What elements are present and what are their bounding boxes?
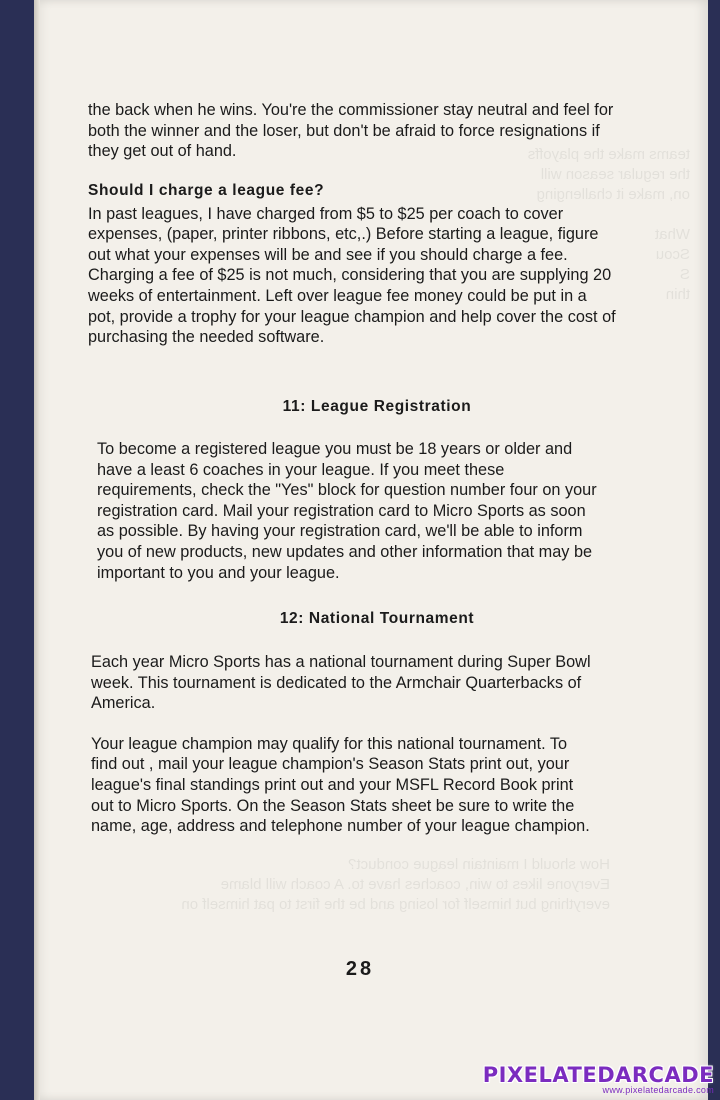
section-12-body-2: Your league champion may qualify for this national tournament. To find out , mail your league champion's Season Stats print out, your league's final standings print out and your MSFL Record Book print out to Micro Sports. On the Season Stats sheet be sure to write the name, age, address and telephone number of your league champion. — [91, 734, 590, 836]
page-spine — [34, 0, 40, 1100]
fee-body: In past leagues, I have charged from $5 to $25 per coach to cover expenses, (paper, printer ribbons, etc,.) Before starting a league, figure out what your expenses will be and see if you should charge a fee. Charging a fee of $25 is not much, considering that you are supplying 20 weeks of entertainment. Left over league fee money could be put in a pot, provide a trophy for your league champion and help cover the cost of purchasing the needed software. — [88, 204, 616, 347]
section-11-body-wrap — [97, 439, 607, 583]
fee-heading: Should I charge a league fee? — [88, 182, 325, 199]
paragraph-intro: the back when he wins. You're the commissioner stay neutral and feel for both the winner and the loser, but don't be afraid to force resignations if they get out of hand. — [88, 101, 614, 161]
page-number: 28 — [345, 958, 375, 980]
bleed-through-text: How should I maintain league conduct? Everyone likes to win, coaches have to. A coach will blame everything but himself for losing and be the first to pat himself on — [181, 856, 610, 913]
section-11-heading: 11: League Registration — [282, 398, 472, 415]
bleed-through-text: teams make the playoffs the regular season will on, make it challenging What Scou S thin — [527, 146, 690, 303]
watermark — [483, 1063, 714, 1095]
section-12-body-1: Each year Micro Sports has a national tournament during Super Bowl week. This tournament is dedicated to the Armchair Quarterbacks of America. — [91, 653, 591, 713]
watermark-url: www.pixelatedarcade.com — [602, 1085, 714, 1095]
watermark-brand: PIXELATEDARCADE — [482, 1063, 714, 1087]
section-11-body: To become a registered league you must be 18 years or older and have a least 6 coaches in your league. If you meet these requirements, check the "Yes" block for question number four on your registration card. Mail your registration card to Micro Sports as soon as possible. By having your registration card, we'll be able to inform you of new products, new updates and other information that may be important to you and your league. — [97, 440, 597, 582]
section-12-body-wrap — [91, 652, 596, 837]
fee-section — [88, 181, 618, 348]
section-12-heading: 12: National Tournament — [279, 610, 475, 627]
section-12-heading-wrap — [88, 609, 654, 630]
section-11-heading-wrap — [88, 397, 654, 418]
